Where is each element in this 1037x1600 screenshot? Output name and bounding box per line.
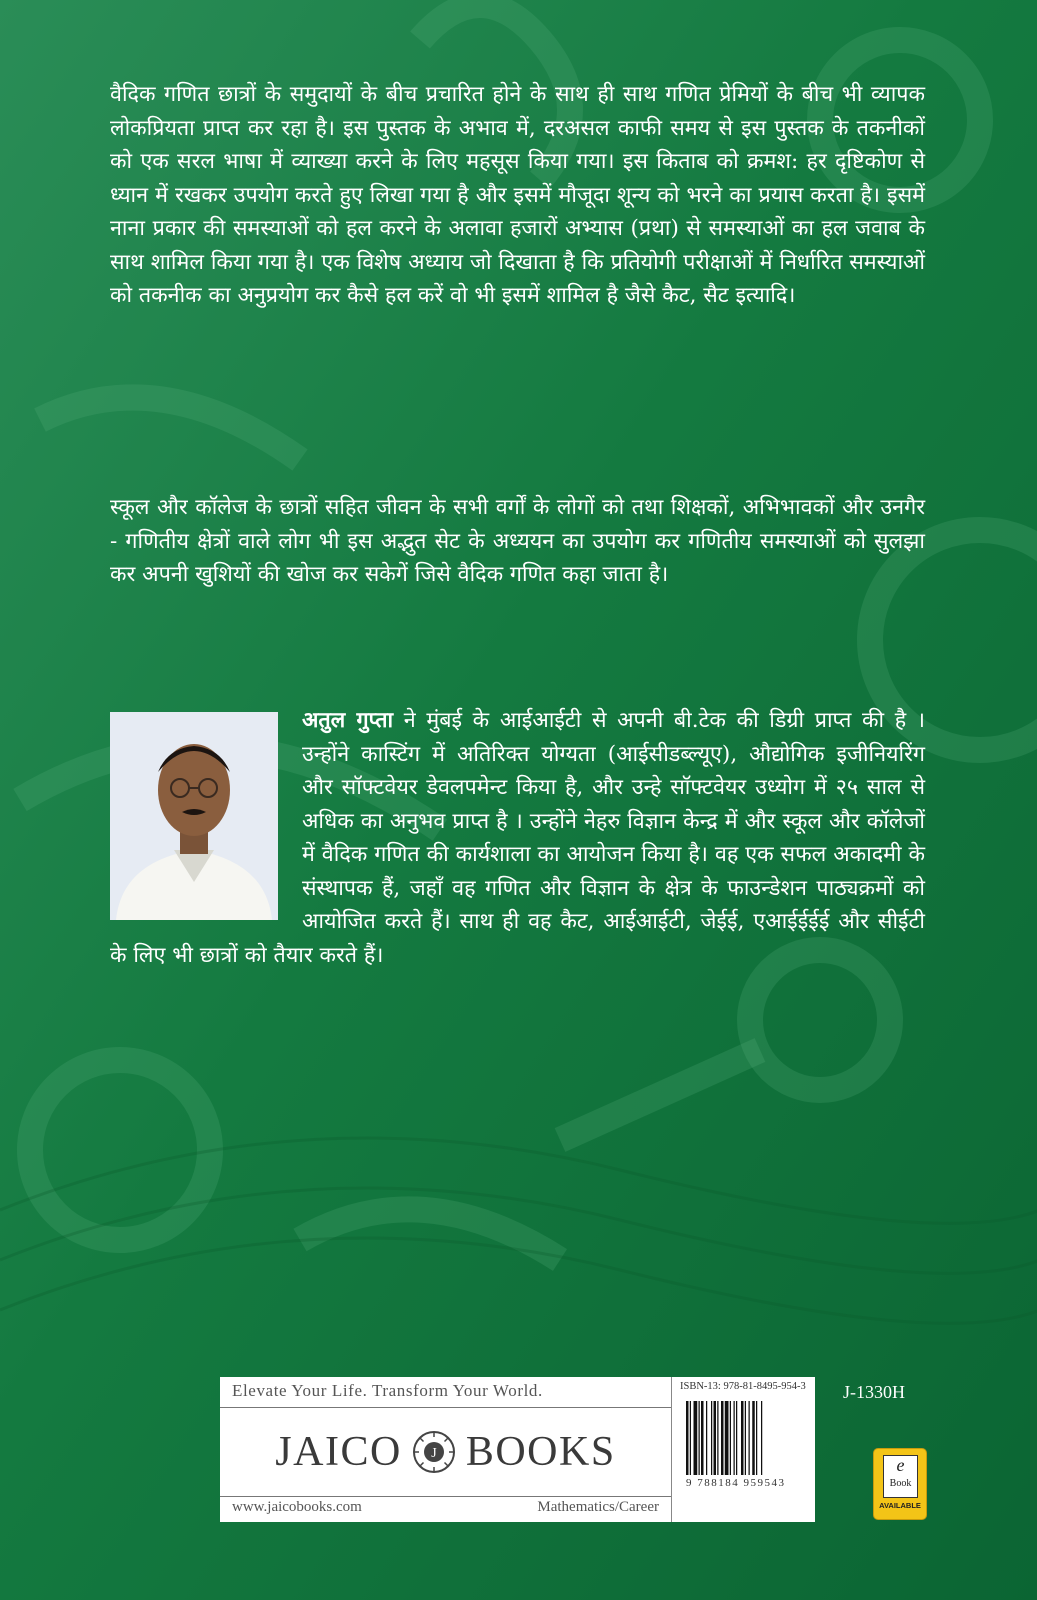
ebook-caption: AVAILABLE [879,1501,921,1510]
author-bio-text: ने मुंबई के आईआईटी से अपनी बी.टेक की डिग्री प्राप्त की है । उन्होंने कास्टिंग में अतिरिक्त योग्यता (आईसीडब्ल्यूए), औद्योगिक इजीनियरिंग और सॉफ्टवेयर डेवलपमेन्ट किया है, और उन्हे सॉफ्टवेयर उध्योग में २५ साल से अधिक का अनुभव प्राप्त है । उन्होंने नेहरु विज्ञान केन्द्र में और स्कूल और कॉलेजों में वैदिक गणित की कार्यशाला का आयोजन किया है। वह एक सफल अकादमी के संस्थापक हैं, जहाँ वह गणित और विज्ञान के क्षेत्र के फाउन्डेशन पाठ्यक्रमों को आयोजित करते हैं। साथ ही वह कैट, आईआईटी, जेईई, एआईईईई और सीईटी के लिए भी छात्रों को तैयार करते हैं। [110,708,925,968]
ebook-word: Book [889,1478,912,1489]
publisher-panel [220,1377,672,1522]
isbn-panel [672,1377,815,1522]
barcode-bar [741,1401,744,1475]
barcode-bar [690,1401,691,1475]
ebook-letter: e [896,1455,905,1475]
barcode-bar [730,1401,731,1475]
publisher-website[interactable]: www.jaicobooks.com [232,1499,362,1515]
barcode-bar [701,1401,704,1475]
brand-name-left: JAICO [275,1429,402,1475]
brand-name-right: BOOKS [465,1429,616,1475]
barcode-bar [706,1401,707,1475]
barcode-bar [714,1401,717,1475]
ebook-available-badge [873,1448,927,1520]
barcode-bar [725,1401,729,1475]
isbn-label: ISBN-13: 978-81-8495-954-3 [680,1381,806,1392]
barcode-bar [694,1401,698,1475]
barcode-bar [711,1401,712,1475]
description-paragraph-2: स्कूल और कॉलेज के छात्रों सहित जीवन के सभी वर्गों के लोगों को तथा शिक्षकों, अभिभावकों और उनगैर - गणितीय क्षेत्रों वाले लोग भी इस अद्भुत सेट के अध्ययन का उपयोग कर गणितीय समस्याओं को सुलझा कर अपनी खुशियों की खोज कर सकेगें जिसे वैदिक गणित कहा जाता है। [110,495,925,587]
barcode-bar [749,1401,750,1475]
barcode-bar [686,1401,689,1475]
barcode-digits: 9 788184 959543 [686,1477,786,1489]
barcode-bar [745,1401,746,1475]
ebook-icon [883,1455,918,1498]
barcode [686,1401,802,1475]
barcode-bar [721,1401,724,1475]
barcode-bar [734,1401,735,1475]
barcode-bar [736,1401,737,1475]
jaico-logo-icon [412,1430,456,1474]
author-bio [110,704,925,972]
barcode-bar [699,1401,700,1475]
jaico-logo-letter: J [431,1446,437,1461]
barcode-bar [717,1401,718,1475]
barcode-bar [752,1401,755,1475]
author-name: अतुल गुप्ता [302,708,394,733]
description-paragraph-1: वैदिक गणित छात्रों के समुदायों के बीच प्रचारित होने के साथ ही साथ गणित प्रेमियों के बीच भी व्यापक लोकप्रियता प्राप्त कर रहा है। इस पुस्तक के अभाव में, दरअसल काफी समय से इस पुस्तक के तकनीकों को एक सरल भाषा में व्याख्या करने के लिए महसूस किया गया। इस किताब को क्रमश: हर दृष्टिकोण से ध्यान में रखकर उपयोग करते हुए लिखा गया है और इसमें मौजूदा शून्य को भरने का प्रयास करता है। इसमें नाना प्रकार की समस्याओं को हल करने के अलावा हजारों अभ्यास (प्रथा) से समस्याओं का हल जवाब के साथ शामिल किया गया है। एक विशेष अध्याय जो दिखाता है कि प्रतियोगी परीक्षाओं में निर्धारित समस्याओं को तकनीक का अनुप्रयोग कर कैसे हल करें वो भी इसमें शामिल है जैसे कैट, सैट इत्यादि। [110,82,925,308]
publisher-tagline: Elevate Your Life. Transform Your World. [232,1381,543,1400]
book-subject: Mathematics/Career [537,1499,659,1515]
barcode-bar [756,1401,757,1475]
catalog-code: J-1330H [843,1382,905,1402]
barcode-bar [761,1401,762,1475]
publisher-imprint [220,1377,815,1522]
publisher-brand [220,1407,671,1497]
